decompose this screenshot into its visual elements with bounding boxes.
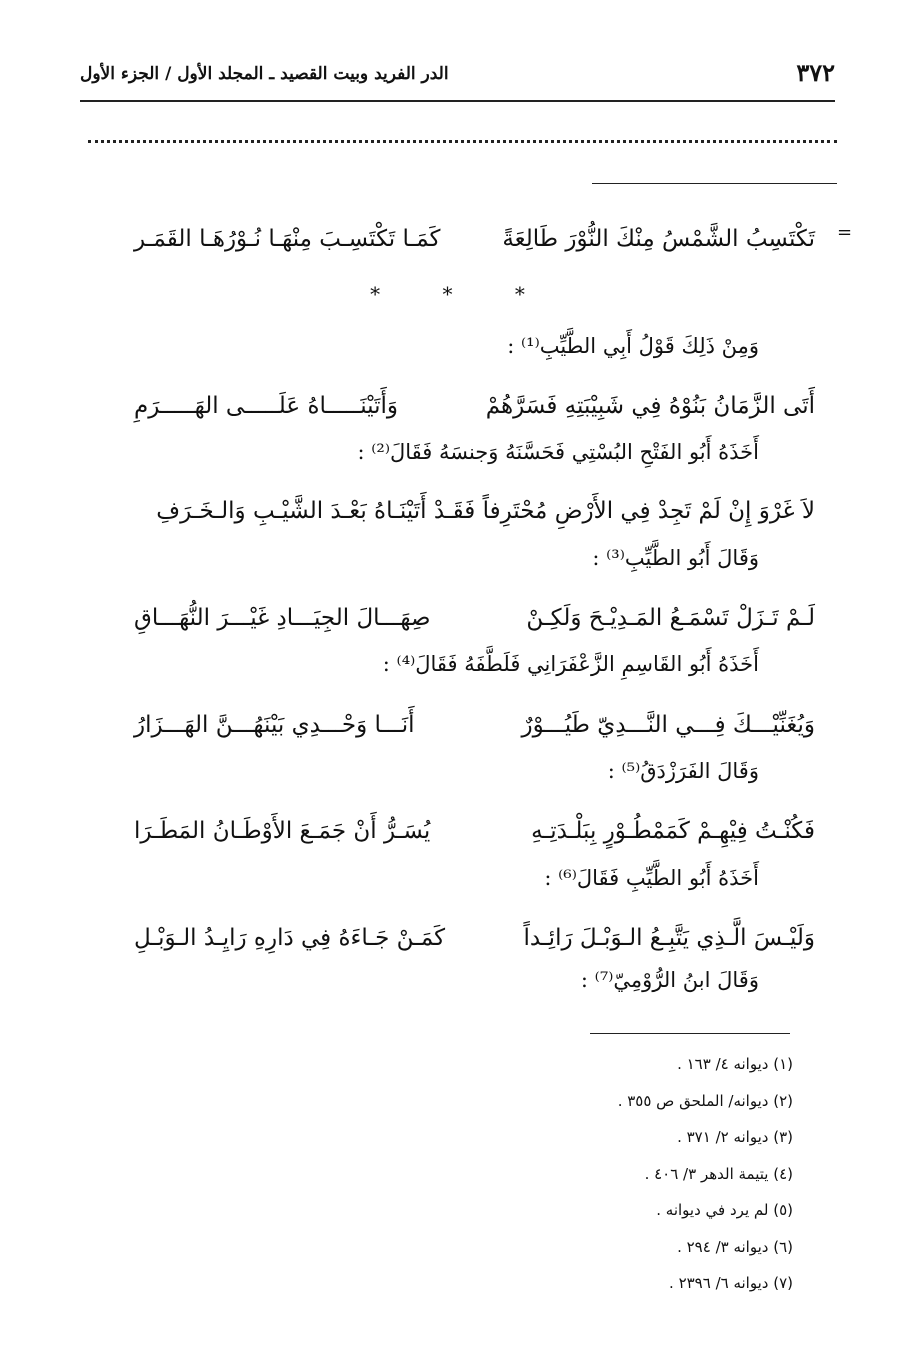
verse-first-hemistich: فَكُنْـتُ فِيْهِـمْ كَمَمْطُـوْرٍ بِبَلْـدَتِـهِ [531, 818, 815, 844]
prose-line: وَقَالَ الفَرَزْدَقُ⁽⁵⁾ : [607, 759, 759, 783]
verse-line [134, 218, 815, 266]
footnote: (٣) ديوانه ٢/ ٣٧١ . [677, 1128, 793, 1146]
footnote: (١) ديوانه ٤/ ١٦٣ . [677, 1055, 793, 1073]
verse-line [134, 810, 815, 858]
verse-line [134, 385, 815, 433]
verse-second-hemistich: أَنَـــا وَحْـــدِي بَيْنَهُـــنَّ الهَـــزَارُ [134, 712, 415, 738]
footnote: (٢) ديوانه/ الملحق ص ٣٥٥ . [617, 1091, 793, 1110]
prose-line: وَقَالَ ابنُ الرُّوْمِيّ⁽⁷⁾ : [580, 968, 759, 992]
footnotes-list [393, 1052, 793, 1308]
verse-first-hemistich: وَيُغَنِّيْـــكَ فِـــي النَّـــدِيّ طَيُـــوْرٌ [521, 712, 815, 738]
verse-first-hemistich: وَلَيْـسَ الَّـذِي يَتَّبِـعُ الـوَبْـلَ رَائِـداً [523, 925, 815, 951]
header-rule [80, 100, 835, 102]
footnote: (٦) ديوانه ٣/ ٢٩٤ . [677, 1237, 793, 1256]
running-title: الدر الفريد وبيت القصيد ـ المجلد الأول / الجزء الأول [80, 64, 449, 84]
prose-line: أَخَذَهُ أَبُو القَاسِمِ الزَّعْفَرَانِي فَلَطَّفَهُ فَقَالَ⁽⁴⁾ : [382, 652, 759, 676]
verse-line [134, 704, 815, 752]
page-number: ٣٧٢ [796, 58, 835, 87]
verse-line [134, 917, 815, 965]
verse-second-hemistich: صِهَـــالَ الجِيَـــادِ غَيْـــرَ النُّهَـــاقِ [134, 605, 431, 631]
verse-second-hemistich: وَأَتَيْنَـــــاهُ عَلَـــــى الهَـــــرَمِ [134, 393, 398, 419]
verse-full-line: لاَ غَرْوَ إِنْ لَمْ تَجِدْ فِي الأَرْضِ مُحْتَرِفاً فَقَـدْ أَتَيْنَـاهُ بَعْـدَ الشَّيْـبِ وَالـخَـرَفِ [156, 498, 815, 524]
carryover-rule [592, 183, 837, 184]
prose-line: وَمِنْ ذَلِكَ قَوْلُ أَبِي الطَّيِّبِ⁽¹⁾ : [507, 334, 759, 358]
continuation-mark: = [837, 222, 853, 243]
footnote: (٧) ديوانه ٦/ ٢٣٩٦ . [669, 1274, 793, 1292]
dotted-divider [88, 140, 837, 161]
verse-second-hemistich: كَمَـنْ جَـاءَهُ فِي دَارِهِ رَايِـدُ الـوَبْـلِ [134, 925, 446, 951]
prose-line: وَقَالَ أَبُو الطَّيِّبِ⁽³⁾ : [592, 546, 759, 570]
verse-second-hemistich: يُسَـرُّ أَنْ جَمَـعَ الأَوْطَـانُ المَطَـرَا [134, 818, 431, 844]
verse-first-hemistich: تَكْتَسِبُ الشَّمْسُ مِنْكَ النُّوْرَ طَالِعَةً [502, 226, 815, 252]
verse-first-hemistich: أَتَى الزَّمَانُ بَنُوْهُ فِي شَبِيْبَتِهِ فَسَرَّهُمْ [485, 393, 815, 419]
verse-line [134, 597, 815, 645]
page-header [80, 50, 835, 92]
footnote: (٥) لم يرد في ديوانه . [656, 1201, 793, 1219]
section-separator: * * * [370, 282, 553, 306]
prose-line: أَخَذَهُ أَبُو الطَّيِّبِ فَقَالَ⁽⁶⁾ : [544, 866, 759, 890]
verse-first-hemistich: لَـمْ تَـزَلْ تَسْمَـعُ المَـدِيْـحَ وَلَكِـنْ [526, 605, 815, 631]
prose-line: أَخَذَهُ أَبُو الفَتْحِ البُسْتِي فَحَسَّنَهُ وَجنسَهُ فَقَالَ⁽²⁾ : [357, 440, 759, 464]
footnote: (٤) يتيمة الدهر ٣/ ٤٠٦ . [644, 1164, 793, 1183]
verse-second-hemistich: كَمَـا تَكْتَسِـبَ مِنْهَـا نُـوْرُهَـا القَمَـر [134, 226, 441, 252]
footnote-rule [590, 1033, 790, 1034]
verse-line [134, 490, 815, 538]
